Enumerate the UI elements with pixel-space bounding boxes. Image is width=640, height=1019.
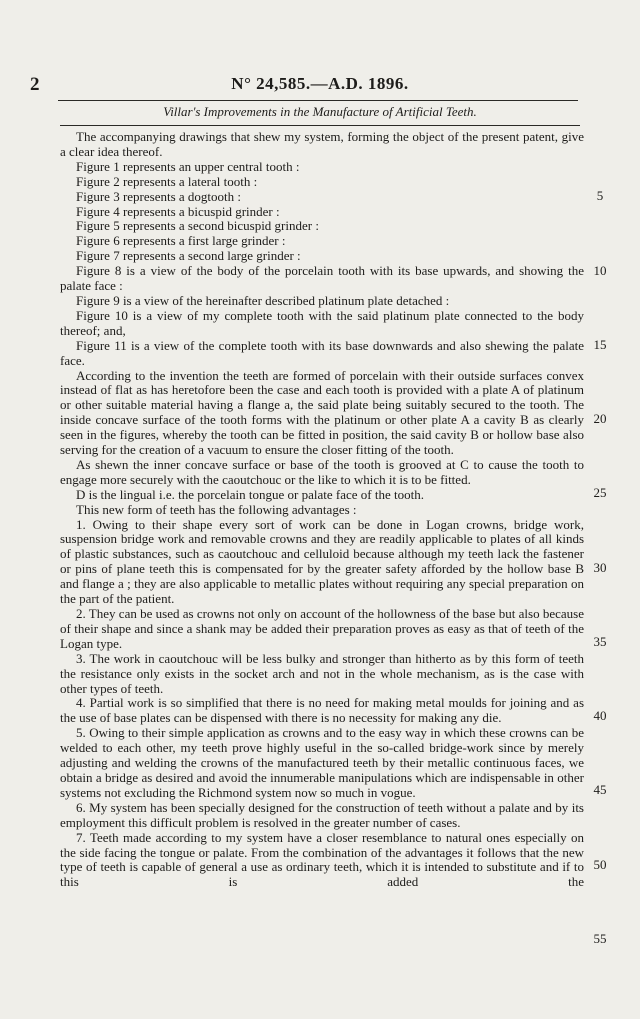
page-number: 2 [30,74,40,95]
paragraph: 7. Teeth made according to my system have a closer resemblance to natural ones especially on the side facing the tongue or palate. From the combination of the advantages it follows that the new type of teeth is capable of general a use as ordinary teeth, which it is intended to substitute and if to this is added the [60,829,584,890]
margin-line-number: 30 [593,560,607,575]
paragraph: Figure 8 is a view of the body of the porcelain tooth with its base upwards, and showing the palate face : [60,263,584,294]
margin-line-number: 25 [593,485,607,500]
paragraph: 6. My system has been specially designed for the construction of teeth without a palate and by its employment this difficult problem is resolved in the greater number of cases. [60,799,584,830]
paragraph: According to the invention the teeth are formed of porcelain with their outside surfaces convex instead of flat as has heretofore been the case and each tooth is provided with a plate A of platinum or other suitable material having a flange a, the said plate being suitably secured to the tooth. The inside concave surface of the tooth forms with the platinum or other plate A a cavity B as clearly seen in the figures, whereby the tooth can be fitted in position, the said cavity B or hollow base also serving for the creation of a vacuum to ensure the closer fitting of the tooth. [60,367,584,458]
paragraph: 2. They can be used as crowns not only on account of the hollowness of the base but also because of their shape and since a shank may be added their preparation proves as easy as that of teeth of the Logan type. [60,606,584,651]
paragraph: 3. The work in caoutchouc will be less bulky and stronger than hitherto as by this form of teeth the resistance only exists in the socket arch and not in the whole mechanism, as is the case with other types of teeth. [60,650,584,696]
margin-line-number: 15 [593,337,607,352]
margin-line-number: 50 [593,857,607,872]
paragraph: Figure 7 represents a second large grinder : [76,248,301,264]
paragraph: Figure 4 represents a bicuspid grinder : [76,203,280,219]
margin-line-number: 5 [596,188,604,203]
header-rule-bottom [60,125,580,126]
paragraph: The accompanying drawings that shew my system, forming the object of the present patent, give a clear idea thereof. [60,129,584,159]
paragraph: This new form of teeth has the following advantages : [76,501,357,517]
paragraph: Figure 11 is a view of the complete tooth with its base downwards and also shewing the palate face. [60,337,584,368]
margin-line-number: 55 [593,931,607,946]
patent-number: N° 24,585.—A.D. 1896. [231,74,409,93]
running-title: Villar's Improvements in the Manufacture of Artificial Teeth. [163,104,477,119]
margin-line-number: 20 [593,411,607,426]
margin-line-number: 40 [593,708,607,723]
margin-line-number: 35 [593,634,607,649]
margin-line-number: 10 [593,263,607,278]
paragraph: 1. Owing to their shape every sort of work can be done in Logan crowns, bridge work, suspension bridge work and removable crowns and they are readily applicable to plates of all kinds of plastic substances, such as caoutchouc and celluloid because although my teeth lack the fastener or pins of plane teeth this is compensated for by the greater safety afforded by the hollow base B and flange a ; they are also applicable to metallic plates without requiring any special preparation on the part of the patient. [60,516,584,607]
paragraph: 5. Owing to their simple application as crowns and to the easy way in which these crowns can be welded to each other, my teeth prove highly useful in the so-called bridge-work since by merely adjusting and welding the crowns of the manufactured teeth by their metallic continuous faces, we obtain a bridge as desired and avoid the innumerable manipulations which are indispensable in other systems not excluding the Richmond system now so much in vogue. [60,725,584,800]
paragraph: Figure 10 is a view of my complete tooth with the said platinum plate connected to the body thereof; and, [60,307,584,338]
paragraph: Figure 1 represents an upper central tooth : [76,158,300,174]
paragraph: Figure 2 represents a lateral tooth : [76,173,258,189]
paragraph: Figure 3 represents a dogtooth : [76,188,241,204]
paragraph: Figure 6 represents a first large grinder : [76,233,286,249]
body-text [60,130,584,890]
paragraph: 4. Partial work is so simplified that there is no need for making metal moulds for joining and as the use of base plates can be dispensed with there is no necessity for making any die. [60,695,584,726]
paragraph: Figure 5 represents a second bicuspid grinder : [76,218,319,234]
paragraph: Figure 9 is a view of the hereinafter described platinum plate detached : [76,292,450,308]
margin-line-number: 45 [593,782,607,797]
paragraph: As shewn the inner concave surface or base of the tooth is grooved at C to cause the tooth to engage more securely with the caoutchouc or the like to which it is to be fitted. [60,456,584,487]
header-rule-top [58,100,578,101]
paragraph: D is the lingual i.e. the porcelain tongue or palate face of the tooth. [76,486,424,502]
